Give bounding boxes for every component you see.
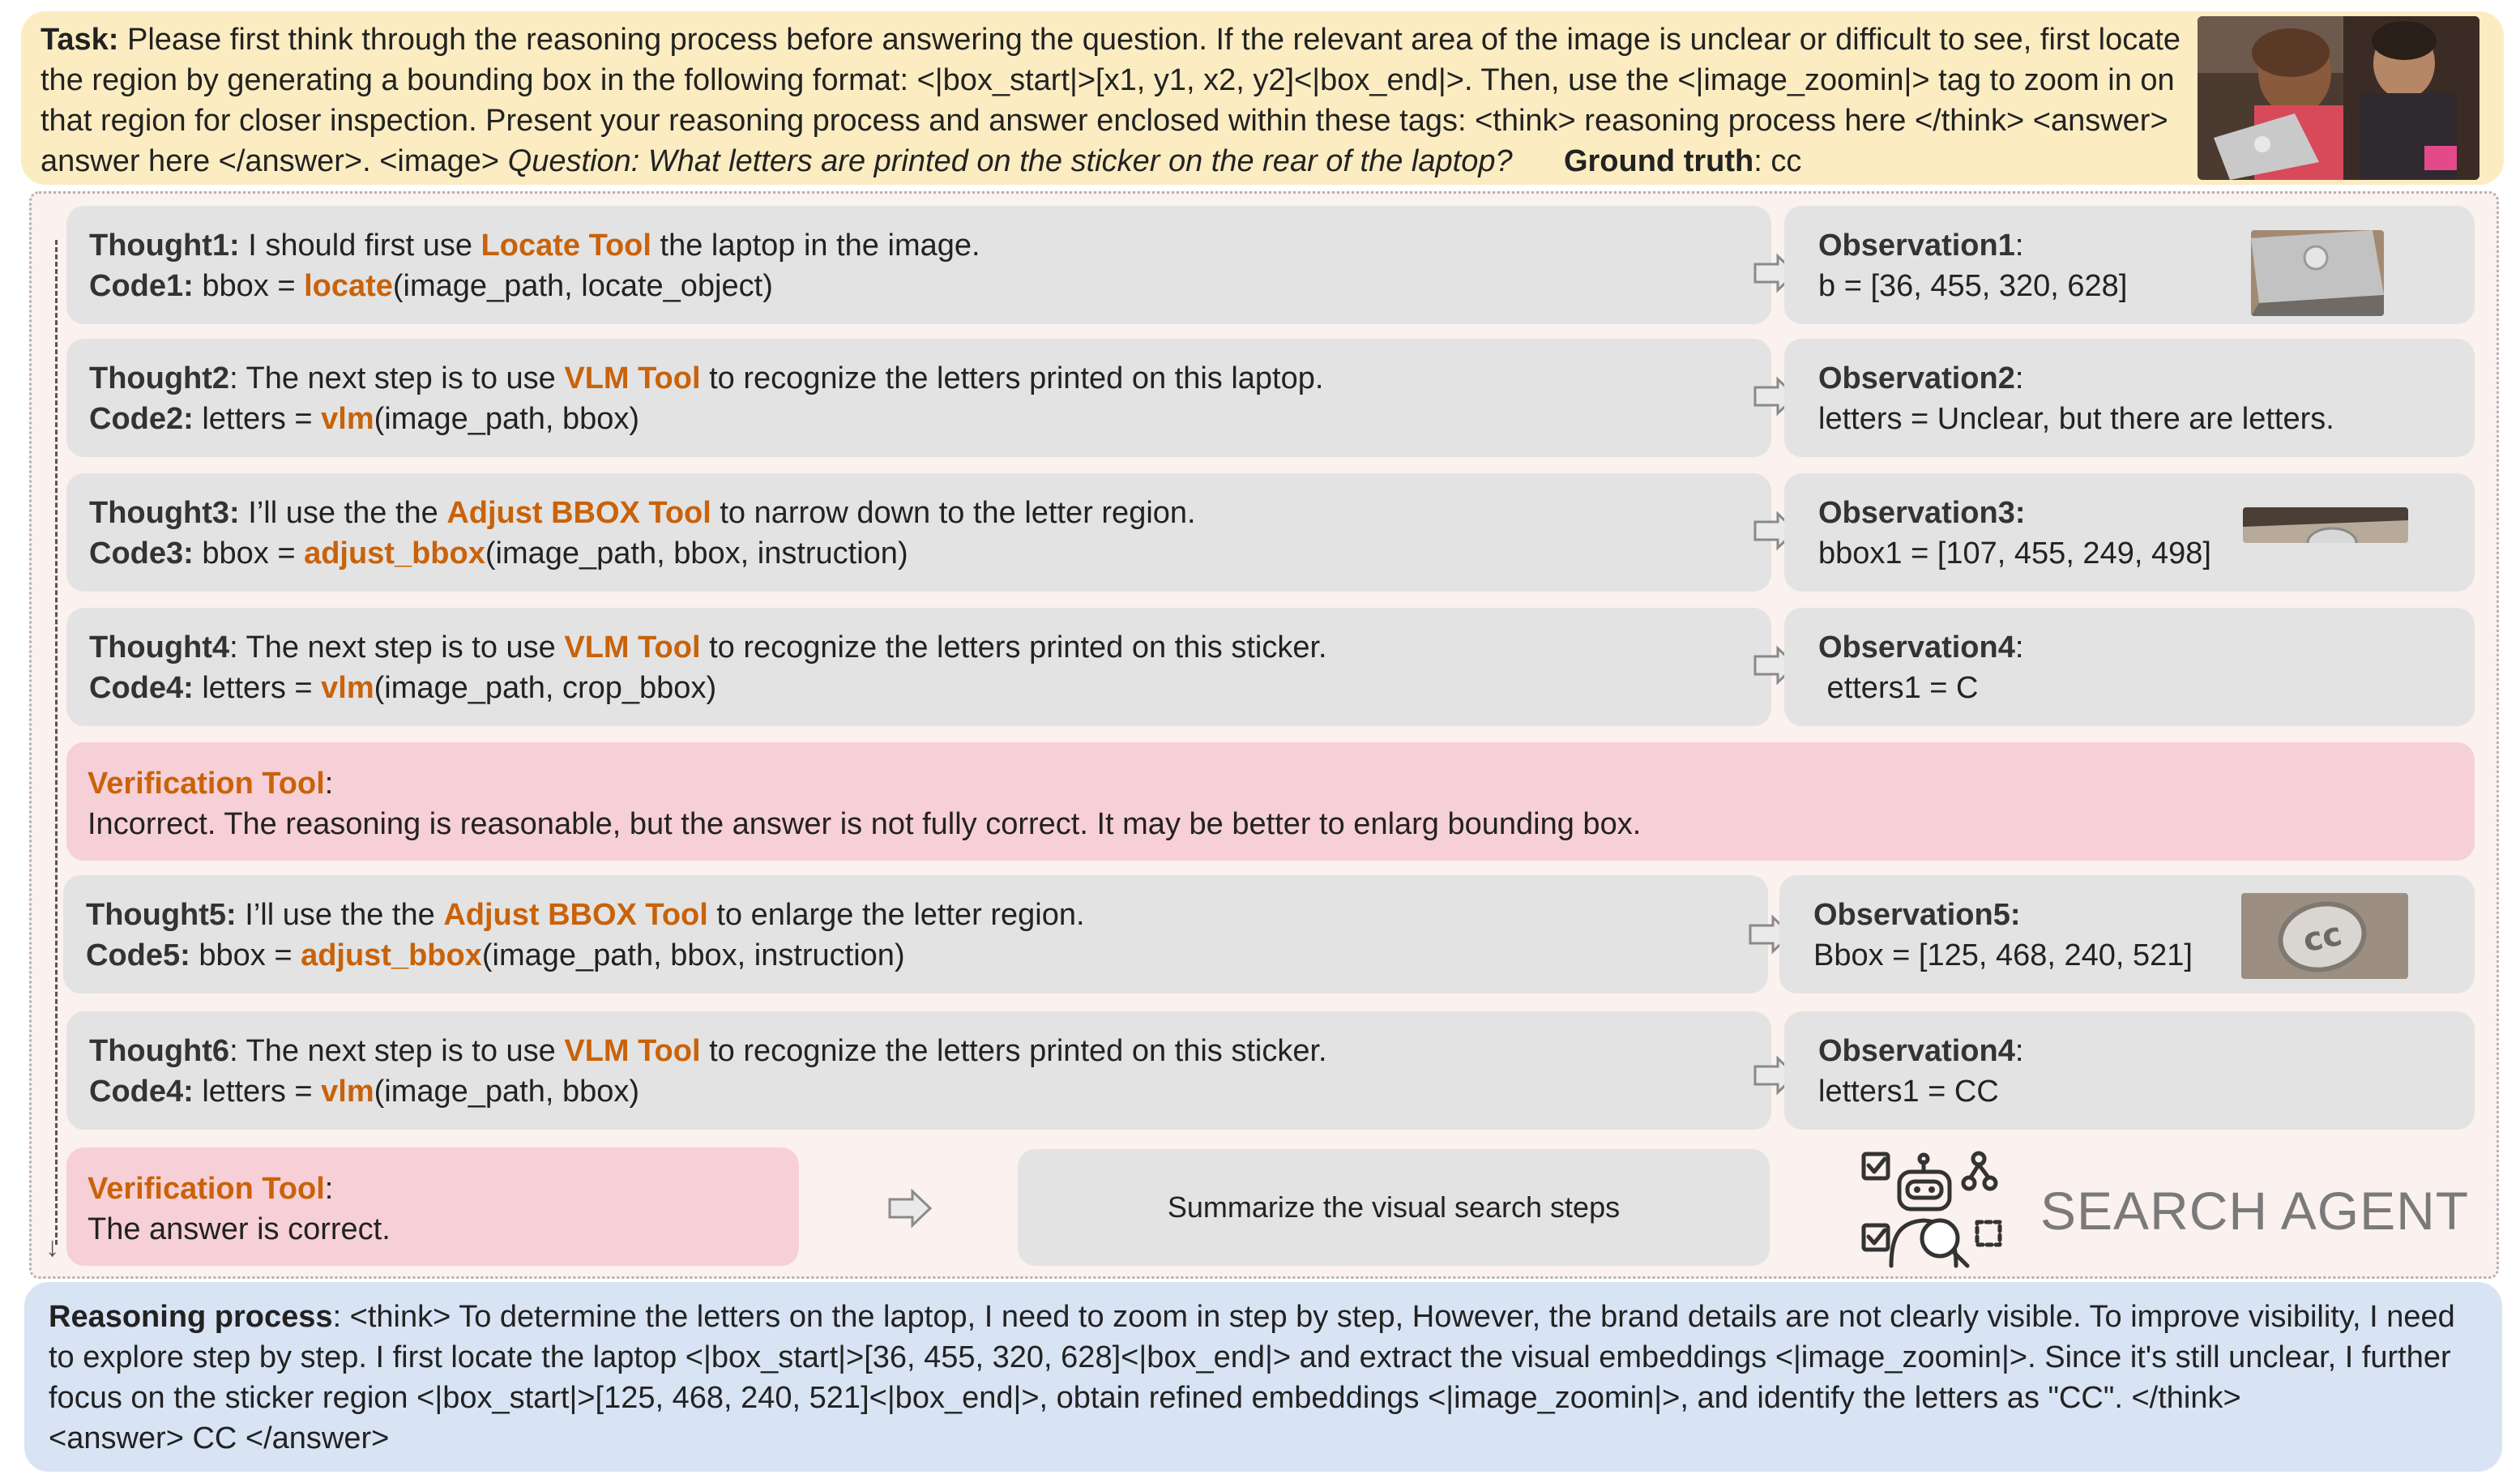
- code-label: Code4:: [89, 1075, 194, 1109]
- thought-label: Thought1:: [89, 229, 240, 263]
- reasoning-text: : <think> To determine the letters on the laptop, I need to zoom in step by step, However, the brand details are not clearly visible. To improve visibility, I need to explore step by step. I first locate the laptop <|box_start|>[36, 455, 320, 628]<|box_end|> and extract the visual embeddings <|image_zoomin|>. Since it's still unclear, I further focus on the sticker region <|box_start|>[125, 468, 240, 521]<|box_end|>, obtain refined embeddings <|image_zoomin|>, and identify the letters as "CC". </think>: [49, 1300, 2455, 1415]
- observation-value: letters1 = CC: [1818, 1075, 1999, 1109]
- observation-label: Observation4: [1818, 1034, 2015, 1068]
- task-label: Task:: [41, 23, 119, 57]
- timeline-rail: [55, 240, 58, 1245]
- task-question: Question: What letters are printed on the sticker on the rear of the laptop?: [507, 144, 1513, 178]
- tool-name: Locate Tool: [481, 229, 651, 263]
- thought-label: Thought3:: [89, 496, 240, 530]
- laptop-crop-thumbnail: [2251, 230, 2384, 316]
- thought-text: : The next step is to use: [229, 361, 565, 395]
- code-function: vlm: [321, 671, 374, 705]
- thought-label: Thought2: [89, 361, 230, 395]
- tool-name: Adjust BBOX Tool: [446, 496, 711, 530]
- observation-value: Bbox = [125, 468, 240, 521]: [1813, 938, 2193, 972]
- code-function: adjust_bbox: [304, 536, 485, 571]
- code-text: letters =: [193, 671, 322, 705]
- code-text: letters =: [193, 1075, 322, 1109]
- step-4-observation-box: [1784, 608, 2475, 726]
- thought-text: I’ll use the the: [236, 898, 444, 932]
- step-2-observation-box: [1784, 339, 2475, 457]
- thought-text: the laptop in the image.: [651, 229, 980, 263]
- thought-text: : The next step is to use: [229, 1034, 565, 1068]
- verification-message: Incorrect. The reasoning is reasonable, but the answer is not fully correct. It may be better to enlarg bounding box.: [88, 807, 1642, 841]
- step-1-thought-box: [66, 206, 1771, 324]
- thought-text: to recognize the letters printed on this sticker.: [700, 1034, 1327, 1068]
- observation-colon: :: [2014, 361, 2024, 395]
- thought-text: to narrow down to the letter region.: [711, 496, 1196, 530]
- step-4-thought-box: [66, 608, 1771, 726]
- code-function: adjust_bbox: [301, 938, 482, 972]
- observation-value: bbox1 = [107, 455, 249, 498]: [1818, 536, 2211, 571]
- sticker-zoom-thumbnail: [2241, 893, 2408, 979]
- right-arrow-icon: [886, 1188, 933, 1229]
- code-function: vlm: [321, 1075, 374, 1109]
- code-function: vlm: [321, 402, 374, 436]
- thought-text: I’ll use the the: [239, 496, 447, 530]
- code-label: Code3:: [89, 536, 194, 571]
- code-text: letters =: [193, 402, 322, 436]
- observation-label: Observation2: [1818, 361, 2015, 395]
- verification-box-incorrect: [66, 742, 2475, 861]
- sticker-text: cc: [2300, 915, 2346, 960]
- robot-agent-icon: [1849, 1148, 2011, 1269]
- thought-text: to recognize the letters printed on this laptop.: [700, 361, 1324, 395]
- code-text: (image_path, bbox): [374, 402, 640, 436]
- step-3-thought-box: [66, 473, 1771, 592]
- observation-value: letters = Unclear, but there are letters.: [1818, 402, 2334, 436]
- verification-colon: :: [324, 767, 334, 801]
- ground-truth-value: : cc: [1753, 144, 1802, 178]
- code-label: Code1:: [89, 269, 194, 303]
- search-agent-label: SEARCH AGENT: [2040, 1181, 2470, 1241]
- code-text: (image_path, bbox): [374, 1075, 640, 1109]
- summarize-text: Summarize the visual search steps: [1167, 1190, 1621, 1224]
- code-text: bbox =: [193, 269, 305, 303]
- observation-label: Observation4: [1818, 630, 2015, 665]
- verification-tool-label: Verification Tool: [88, 1172, 325, 1206]
- task-photo: [2198, 16, 2479, 180]
- timeline-arrow-icon: ↓: [45, 1232, 59, 1263]
- sticker-crop-thumbnail: [2243, 507, 2408, 543]
- verification-message: The answer is correct.: [88, 1212, 391, 1246]
- thought-label: Thought4: [89, 630, 230, 665]
- code-text: (image_path, crop_bbox): [374, 671, 717, 705]
- verification-colon: :: [324, 1172, 334, 1206]
- observation-label: Observation3:: [1818, 496, 2026, 530]
- tool-name: VLM Tool: [564, 1034, 701, 1068]
- step-6-thought-box: [66, 1011, 1771, 1130]
- thought-label: Thought5:: [86, 898, 237, 932]
- thought-label: Thought6: [89, 1034, 230, 1068]
- verification-tool-label: Verification Tool: [88, 767, 325, 801]
- observation-colon: :: [2014, 1034, 2024, 1068]
- thought-text: to enlarge the letter region.: [707, 898, 1085, 932]
- step-2-thought-box: [66, 339, 1771, 457]
- summarize-box: [1018, 1149, 1770, 1266]
- verification-box-correct: [66, 1148, 799, 1266]
- thought-text: to recognize the letters printed on this sticker.: [700, 630, 1327, 665]
- code-text: (image_path, locate_object): [392, 269, 773, 303]
- reasoning-answer: <answer> CC </answer>: [49, 1421, 390, 1455]
- code-text: bbox =: [190, 938, 301, 972]
- reasoning-box: [24, 1282, 2502, 1472]
- thought-text: : The next step is to use: [229, 630, 565, 665]
- observation-label: Observation5:: [1813, 898, 2021, 932]
- code-label: Code4:: [89, 671, 194, 705]
- code-label: Code5:: [86, 938, 190, 972]
- task-body: Please first think through the reasoning process before answering the question. If the relevant area of the image is unclear or difficult to see, first locate the region by generating a bounding box in the following format: <|box_start|>[x1, y1, x2, y2]<|box_end|>. Then, use the <|image_zoomin|> tag to zoom in on that region for closer inspection. Present your reasoning process and answer enclosed within these tags: <think> reasoning process here </think> <answer> answer here </answer>. <image>: [41, 23, 2181, 178]
- task-banner: [21, 11, 2504, 185]
- code-text: (image_path, bbox, instruction): [485, 536, 908, 571]
- task-text: [41, 19, 2212, 182]
- code-label: Code2:: [89, 402, 194, 436]
- tool-name: VLM Tool: [564, 361, 701, 395]
- code-text: (image_path, bbox, instruction): [481, 938, 905, 972]
- observation-value: etters1 = C: [1818, 671, 1979, 705]
- thought-text: I should first use: [239, 229, 481, 263]
- reasoning-label: Reasoning process: [49, 1300, 333, 1334]
- step-5-thought-box: [63, 875, 1768, 994]
- observation-label: Observation1: [1818, 229, 2015, 263]
- tool-name: VLM Tool: [564, 630, 701, 665]
- step-6-observation-box: [1784, 1011, 2475, 1130]
- code-function: locate: [304, 269, 393, 303]
- observation-colon: :: [2014, 229, 2024, 263]
- ground-truth-label: Ground truth: [1563, 144, 1754, 178]
- tool-name: Adjust BBOX Tool: [443, 898, 708, 932]
- observation-value: b = [36, 455, 320, 628]: [1818, 269, 2128, 303]
- observation-colon: :: [2014, 630, 2024, 665]
- code-text: bbox =: [193, 536, 305, 571]
